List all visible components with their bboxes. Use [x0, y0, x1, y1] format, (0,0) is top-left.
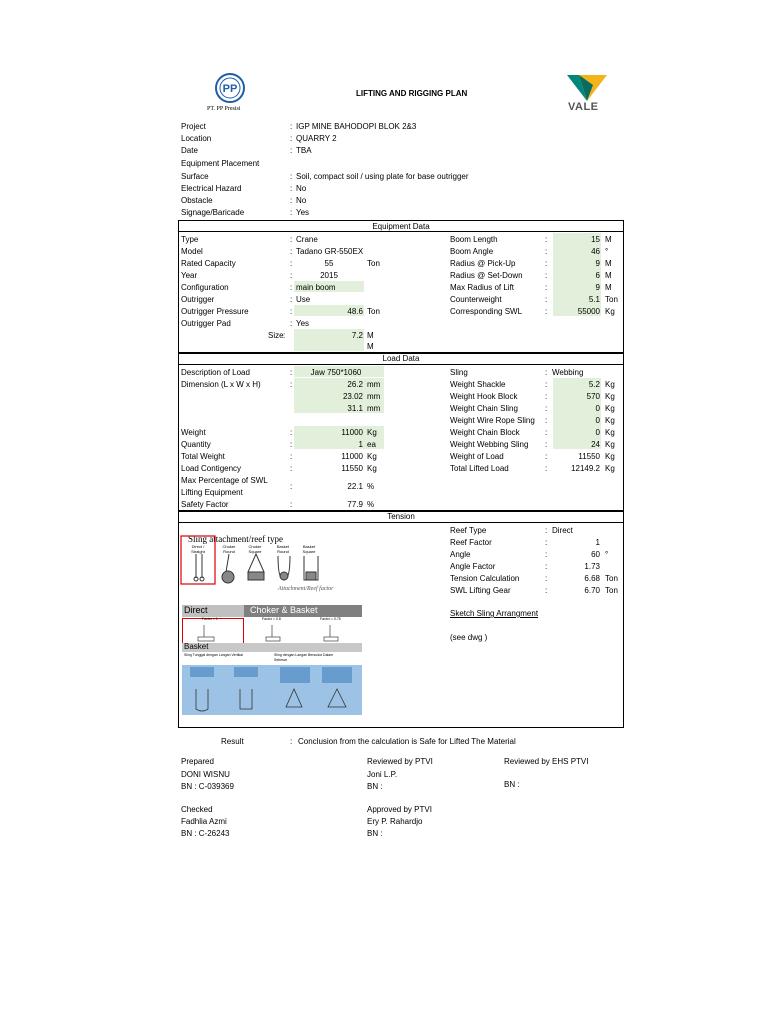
size-label: Size: [268, 331, 284, 340]
result-value: Conclusion from the calculation is Safe for Lifted The Material: [298, 737, 516, 746]
sling-diagram-title: Sling attachment/reef type: [188, 534, 283, 544]
obstacle-value: No: [296, 196, 307, 205]
colon: :: [545, 404, 548, 413]
colon: :: [545, 392, 548, 401]
weight-shackle-label: Weight Shackle: [450, 380, 506, 389]
colon: :: [545, 380, 548, 389]
reviewed-ehs-bn: BN :: [504, 780, 520, 789]
max-radius-label: Max Radius of Lift: [450, 283, 515, 292]
boom-length-value: 15: [591, 235, 600, 244]
approved-bn: BN :: [367, 829, 383, 838]
colon: :: [290, 134, 293, 143]
colon: :: [290, 428, 293, 437]
total-weight-value: 11000: [341, 452, 363, 461]
load-data-title: Load Data: [382, 354, 420, 363]
factor-2-label: Factor = 0.8: [262, 617, 281, 621]
colon: :: [545, 259, 548, 268]
colon: :: [290, 737, 293, 746]
checked-name: Fadhlia Azmi: [181, 817, 227, 826]
weight-of-load-unit: Kg: [605, 452, 615, 461]
colon: :: [545, 586, 548, 595]
colon: :: [545, 307, 548, 316]
outrigger-label: Outrigger: [181, 295, 215, 304]
dimension-width-value: 23.02: [342, 392, 363, 401]
page-title: LIFTING AND RIGGING PLAN: [356, 89, 468, 98]
boom-length-label: Boom Length: [450, 235, 498, 244]
quantity-value: 1: [358, 440, 363, 449]
weight-chain-block-value: 0: [595, 428, 600, 437]
weight-chain-sling-unit: Kg: [605, 404, 615, 413]
colon: :: [545, 464, 548, 473]
sling-type-basket-square: Basket Square: [302, 544, 316, 554]
checked-bn: BN : C-26243: [181, 829, 230, 838]
colon: :: [545, 271, 548, 280]
weight-chain-sling-label: Weight Chain Sling: [450, 404, 518, 413]
sling-type-direct: Direct / Straight: [191, 544, 205, 554]
colon: :: [545, 368, 548, 377]
outrigger-pressure-label: Outrigger Pressure: [181, 307, 249, 316]
description-value: Jaw 750*1060: [310, 368, 362, 377]
basket-bar: [182, 643, 362, 652]
sling-attachment-diagram: [180, 534, 365, 596]
max-percentage-value: 22.1: [347, 482, 363, 491]
radius-setdown-unit: M: [605, 271, 612, 280]
total-lifted-load-value: 12149.2: [571, 464, 600, 473]
weight-of-load-label: Weight of Load: [450, 452, 504, 461]
counterweight-label: Counterweight: [450, 295, 502, 304]
basket-shapes-icon: [182, 665, 362, 715]
model-value: Tadano GR-550EX: [296, 247, 364, 256]
prepared-name: DONI WISNU: [181, 770, 230, 779]
boom-angle-label: Boom Angle: [450, 247, 494, 256]
total-lifted-load-label: Total Lifted Load: [450, 464, 509, 473]
weight-chain-block-label: Weight Chain Block: [450, 428, 520, 437]
colon: :: [283, 331, 286, 340]
max-radius-value: 9: [595, 283, 600, 292]
swl-lifting-gear-value: 6.70: [584, 586, 600, 595]
choker-bar-label: Choker & Basket: [250, 605, 318, 615]
weight-webbing-sling-label: Weight Webbing Sling: [450, 440, 529, 449]
checked-title: Checked: [181, 805, 213, 814]
colon: :: [290, 271, 293, 280]
outrigger-pressure-unit: Ton: [367, 307, 380, 316]
colon: :: [545, 440, 548, 449]
max-percentage-unit: %: [367, 482, 375, 491]
dimension-height-value: 31.1: [347, 404, 363, 413]
colon: :: [545, 526, 548, 535]
load-header-divider: [178, 364, 624, 365]
radius-pickup-unit: M: [605, 259, 612, 268]
colon: :: [290, 259, 293, 268]
boom-angle-unit: °: [605, 247, 609, 256]
radius-setdown-label: Radius @ Set-Down: [450, 271, 523, 280]
swl-lifting-gear-label: SWL Lifting Gear: [450, 586, 511, 595]
obstacle-label: Obstacle: [181, 196, 213, 205]
weight-hook-block-value: 570: [586, 392, 600, 401]
colon: :: [545, 235, 548, 244]
weight-shackle-value: 5.2: [588, 380, 600, 389]
tension-header-divider: [178, 522, 624, 523]
colon: :: [545, 428, 548, 437]
sling-diagram-caption: Attachment/Reef factor: [278, 586, 334, 592]
radius-pickup-value: 9: [595, 259, 600, 268]
colon: :: [290, 184, 293, 193]
sling-type-choker-square: Choker Square: [248, 544, 262, 554]
counterweight-value: 5.1: [588, 295, 600, 304]
colon: :: [290, 482, 293, 491]
configuration-value: main boom: [296, 283, 336, 292]
colon: :: [290, 196, 293, 205]
safety-factor-unit: %: [367, 500, 375, 509]
colon: :: [290, 247, 293, 256]
safety-factor-label: Safety Factor: [181, 500, 229, 509]
prepared-title: Prepared: [181, 757, 214, 766]
boom-angle-value: 46: [591, 247, 600, 256]
colon: :: [290, 208, 293, 217]
colon: :: [290, 172, 293, 181]
boom-length-unit: M: [605, 235, 612, 244]
reef-factor-label: Reef Factor: [450, 538, 492, 547]
max-radius-unit: M: [605, 283, 612, 292]
model-label: Model: [181, 247, 203, 256]
tension-calculation-value: 6.68: [584, 574, 600, 583]
colon: :: [290, 146, 293, 155]
swl-lifting-gear-unit: Ton: [605, 586, 618, 595]
equipment-placement-label: Equipment Placement: [181, 159, 260, 168]
reef-factor-value: 1: [595, 538, 600, 547]
electrical-hazard-value: No: [296, 184, 307, 193]
basket-sub-2: Sling dengan Langan Bersudut Dalam Sebesar: [274, 653, 334, 662]
angle-label: Angle: [450, 550, 471, 559]
corresponding-swl-unit: Kg: [605, 307, 615, 316]
colon: :: [290, 319, 293, 328]
colon: :: [545, 562, 548, 571]
colon: :: [545, 283, 548, 292]
year-value: 2015: [320, 271, 338, 280]
location-label: Location: [181, 134, 212, 143]
direct-bar-label: Direct: [184, 605, 208, 615]
configuration-label: Configuration: [181, 283, 229, 292]
reef-factor-panel: [182, 605, 362, 715]
colon: :: [545, 416, 548, 425]
colon: :: [290, 380, 293, 389]
result-label: Result: [221, 737, 244, 746]
dimension-length-value: 26.2: [347, 380, 363, 389]
date-value: TBA: [296, 146, 312, 155]
colon: :: [290, 452, 293, 461]
total-lifted-load-unit: Kg: [605, 464, 615, 473]
outrigger-pad-label: Outrigger Pad: [181, 319, 231, 328]
colon: :: [290, 295, 293, 304]
location-value: QUARRY 2: [296, 134, 337, 143]
year-label: Year: [181, 271, 198, 280]
lifting-equipment-label: Lifting Equipment: [181, 488, 243, 497]
tension-calculation-unit: Ton: [605, 574, 618, 583]
reviewed-ptvi-bn: BN :: [367, 782, 383, 791]
approved-title: Approved by PTVI: [367, 805, 432, 814]
basket-label: Basket: [184, 642, 209, 651]
dimension-height-unit: mm: [367, 404, 381, 413]
weight-chain-sling-value: 0: [595, 404, 600, 413]
colon: :: [290, 307, 293, 316]
date-label: Date: [181, 146, 198, 155]
colon: :: [545, 538, 548, 547]
rated-capacity-label: Rated Capacity: [181, 259, 236, 268]
vale-v-icon: [565, 73, 609, 103]
equipment-data-title: Equipment Data: [372, 222, 430, 231]
weight-shackle-unit: Kg: [605, 380, 615, 389]
weight-webbing-sling-value: 24: [591, 440, 600, 449]
sling-label: Sling: [450, 368, 468, 377]
colon: :: [545, 550, 548, 559]
outrigger-pressure-value: 48.6: [347, 307, 363, 316]
vale-logo: [565, 73, 609, 115]
electrical-hazard-label: Electrical Hazard: [181, 184, 242, 193]
pp-logo-letters: PP: [222, 83, 238, 95]
total-weight-unit: Kg: [367, 452, 377, 461]
load-contigency-value: 11550: [341, 464, 363, 473]
signage-value: Yes: [296, 208, 310, 217]
weight-unit: Kg: [367, 428, 377, 437]
radius-pickup-label: Radius @ Pick-Up: [450, 259, 516, 268]
corresponding-swl-label: Corresponding SWL: [450, 307, 523, 316]
weight-chain-block-unit: Kg: [605, 428, 615, 437]
size-unit: M: [367, 331, 374, 340]
dimension-label: Dimension (L x W x H): [181, 380, 261, 389]
size-unit-2: M: [367, 342, 374, 351]
max-percentage-label: Max Percentage of SWL: [181, 476, 268, 485]
reef-type-value: Direct: [552, 526, 573, 535]
safety-factor-value: 77.9: [347, 500, 363, 509]
reef-type-label: Reef Type: [450, 526, 487, 535]
factor-3-label: Factor = 0.75: [320, 617, 341, 621]
description-label: Description of Load: [181, 368, 250, 377]
project-label: Project: [181, 122, 206, 131]
pp-logo-caption: PT. PP Presisi: [207, 106, 241, 112]
angle-factor-value: 1.73: [584, 562, 600, 571]
vale-logo-text: VALE: [568, 101, 599, 113]
angle-unit: °: [605, 550, 609, 559]
sling-type-basket-round: Basket Round: [276, 544, 290, 554]
counterweight-unit: Ton: [605, 295, 618, 304]
rated-capacity-unit: Ton: [367, 259, 380, 268]
approved-name: Ery P. Rahardjo: [367, 817, 423, 826]
sling-shapes-icon: [180, 534, 365, 596]
size-value: 7.2: [351, 331, 363, 340]
weight-wire-rope-value: 0: [595, 416, 600, 425]
tension-title: Tension: [387, 512, 415, 521]
angle-factor-label: Angle Factor: [450, 562, 496, 571]
dimension-length-unit: mm: [367, 380, 381, 389]
reviewed-ptvi-name: Joni L.P.: [367, 770, 398, 779]
total-weight-label: Total Weight: [181, 452, 225, 461]
angle-value: 60: [591, 550, 600, 559]
colon: :: [290, 500, 293, 509]
factor-1-label: Factor = 1: [202, 617, 218, 621]
rated-capacity-value: 55: [324, 259, 334, 268]
dimension-width-unit: mm: [367, 392, 381, 401]
surface-value: Soil, compact soil / using plate for base outrigger: [296, 172, 469, 181]
load-contigency-label: Load Contigency: [181, 464, 242, 473]
reviewed-ehs-title: Reviewed by EHS PTVI: [504, 757, 589, 766]
weight-value: 11000: [341, 428, 363, 437]
signage-label: Signage/Baricade: [181, 208, 245, 217]
weight-label: Weight: [181, 428, 206, 437]
colon: :: [290, 283, 293, 292]
sling-value: Webbing: [552, 368, 584, 377]
load-contigency-unit: Kg: [367, 464, 377, 473]
radius-setdown-value: 6: [595, 271, 600, 280]
basket-sub-1: Sling Tunggal dengan Langan Vertikal: [184, 653, 243, 657]
reviewed-ptvi-title: Reviewed by PTVI: [367, 757, 433, 766]
outrigger-pad-value: Yes: [296, 319, 310, 328]
quantity-unit: ea: [367, 440, 376, 449]
corresponding-swl-value: 55000: [577, 307, 600, 316]
weight-of-load-value: 11550: [578, 452, 600, 461]
sketch-note: (see dwg ): [450, 633, 488, 642]
weight-hook-block-unit: Kg: [605, 392, 615, 401]
colon: :: [545, 574, 548, 583]
outrigger-value: Use: [296, 295, 311, 304]
surface-label: Surface: [181, 172, 209, 181]
weight-wire-rope-unit: Kg: [605, 416, 615, 425]
weight-hook-block-label: Weight Hook Block: [450, 392, 518, 401]
sling-type-choker-round: Choker Round: [222, 544, 236, 554]
type-value: Crane: [296, 235, 318, 244]
project-value: IGP MINE BAHODOPI BLOK 2&3: [296, 122, 417, 131]
weight-wire-rope-label: Weight Wire Rope Sling: [450, 416, 535, 425]
colon: :: [290, 440, 293, 449]
sketch-title: Sketch Sling Arrangment: [450, 609, 539, 618]
colon: :: [545, 247, 548, 256]
colon: :: [290, 122, 293, 131]
colon: :: [290, 464, 293, 473]
prepared-bn: BN : C-039369: [181, 782, 234, 791]
tension-calculation-label: Tension Calculation: [450, 574, 520, 583]
colon: :: [290, 235, 293, 244]
colon: :: [290, 368, 293, 377]
type-label: Type: [181, 235, 199, 244]
quantity-label: Quantity: [181, 440, 211, 449]
weight-webbing-sling-unit: Kg: [605, 440, 615, 449]
colon: :: [545, 452, 548, 461]
colon: :: [545, 295, 548, 304]
